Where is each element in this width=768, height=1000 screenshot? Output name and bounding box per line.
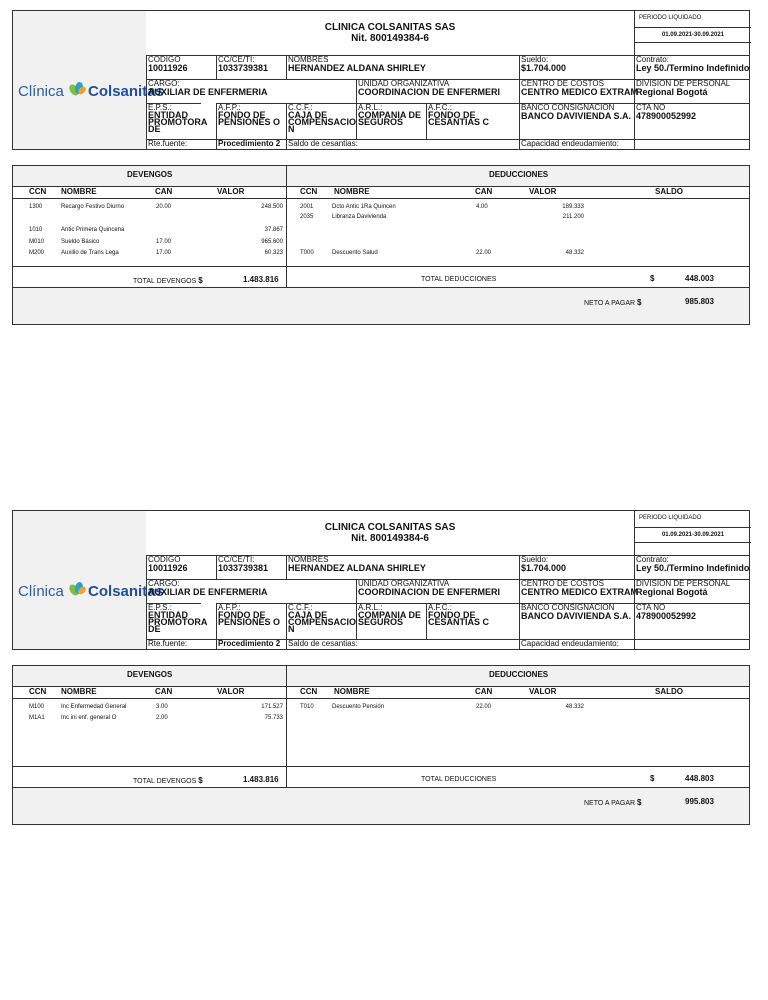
payroll-table	[12, 665, 750, 825]
total-devengos-amount	[243, 275, 279, 284]
total-devengos	[133, 776, 203, 785]
afp-field	[216, 103, 286, 139]
centro-label: CENTRO DE COSTOS	[521, 79, 604, 88]
unidad-value: COORDINACION DE ENFERMERI	[358, 587, 501, 597]
periodo-liquidado	[634, 11, 751, 55]
centro-value: CENTRO MEDICO EXTRAM	[521, 87, 638, 97]
deducciones-row-cell: 2035	[300, 214, 314, 220]
total-devengos-value: 1.483.816	[243, 775, 279, 784]
eps-label: E.P.S.:	[148, 603, 172, 612]
payslip	[0, 0, 768, 330]
columns-rule	[13, 198, 749, 199]
deducciones-title: DEDUCCIONES	[489, 170, 549, 179]
devengos-row-cell: Antic Primera Quincena	[61, 227, 125, 233]
company-nit: Nit. 800149384-6	[351, 533, 429, 544]
deducciones-row-cell: 4.00	[476, 204, 488, 210]
capacidad-label: Capacidad endeudamiento:	[521, 639, 619, 648]
rte-value: Procedimiento 2	[218, 639, 281, 648]
division-value: Regional Bogotá	[636, 87, 708, 97]
devengos-title: DEVENGOS	[127, 170, 173, 179]
col-ccn-ded: CCN	[300, 687, 318, 696]
contrato-field	[634, 555, 750, 579]
devengos-row-cell: 75.733	[264, 715, 283, 721]
centro-field	[519, 79, 638, 103]
arl-field	[356, 603, 426, 639]
total-deducciones-amount	[650, 274, 654, 283]
currency-sign: $	[637, 798, 642, 807]
devengos-row-cell: M100	[29, 704, 45, 710]
logo-text-clinica: Clínica	[18, 83, 64, 100]
neto-label: NETO A PAGAR	[584, 800, 636, 807]
banco-label: BANCO CONSIGNACION	[521, 603, 615, 612]
cta-field	[634, 603, 750, 639]
currency-sign: $	[650, 774, 655, 783]
devengos-row-cell: 3.00	[156, 704, 168, 710]
unidad-field	[356, 579, 519, 603]
sueldo-label: Sueldo:	[521, 555, 549, 564]
banco-value: BANCO DAVIVIENDA S.A.	[521, 611, 632, 621]
devengos-row-cell: M200	[29, 250, 45, 256]
cta-value: 478900052992	[636, 111, 697, 121]
deducciones-row-cell: T000	[300, 250, 314, 256]
currency-sign: $	[198, 776, 203, 785]
eps-field	[146, 103, 208, 139]
cargo-field	[146, 79, 356, 103]
deducciones-row-cell: 22.00	[476, 704, 492, 710]
devengos-row-cell: Inc ini enf. general O	[61, 715, 117, 721]
afc-field	[426, 603, 519, 639]
total-deducciones-value: 448.803	[685, 774, 714, 783]
periodo-value: 01.09.2021-30.09.2021	[635, 27, 751, 43]
deducciones-row-cell: 189.333	[562, 204, 584, 210]
total-devengos-value: 1.483.816	[243, 275, 279, 284]
cc-label: CC/CE/TI:	[218, 55, 255, 64]
ccf-label: C.C.F.:	[288, 603, 313, 612]
nombres-field	[286, 555, 519, 579]
total-deducciones-amount	[650, 774, 654, 783]
periodo-label: PERIODO LIQUIDADO	[639, 515, 702, 521]
col-can-dev: CAN	[155, 687, 173, 696]
division-label: DIVISION DE PERSONAL	[636, 79, 731, 88]
cargo-label: CARGO:	[148, 79, 180, 88]
unidad-label: UNIDAD ORGANIZATIVA	[358, 579, 450, 588]
neto-value: 985.803	[685, 297, 714, 306]
col-saldo: SALDO	[655, 187, 683, 196]
table-divider	[286, 666, 287, 787]
currency-sign: $	[637, 298, 642, 307]
neto-a-pagar	[584, 298, 642, 307]
banco-field	[519, 603, 635, 639]
nombres-value: HERNANDEZ ALDANA SHIRLEY	[288, 563, 426, 573]
payslip-header	[12, 510, 750, 650]
sueldo-value: $1.704.000	[521, 63, 567, 73]
arl-label: A.R.L.:	[358, 103, 383, 112]
banco-label: BANCO CONSIGNACION	[521, 103, 615, 112]
table-header	[13, 666, 749, 686]
devengos-row-cell: Sueldo Básico	[61, 239, 100, 245]
unidad-value: COORDINACION DE ENFERMERI	[358, 87, 501, 97]
centro-field	[519, 579, 638, 603]
codigo-label: CODIGO	[148, 555, 181, 564]
codigo-label: CODIGO	[148, 55, 181, 64]
devengos-row-cell: Recargo Festivo Diurno	[61, 204, 125, 210]
devengos-row-cell: 17.00	[156, 239, 172, 245]
contrato-value: Ley 50./Termino Indefinido	[636, 63, 750, 73]
rte-value: Procedimiento 2	[218, 139, 281, 148]
deducciones-row-cell: Dcto Antic 1Ra Quincen	[332, 204, 396, 210]
col-nombre-ded: NOMBRE	[334, 687, 370, 696]
col-saldo: SALDO	[655, 687, 683, 696]
devengos-row-cell: Auxilio de Trans Lega	[61, 250, 119, 256]
arl-field	[356, 103, 426, 139]
eps-value: ENTIDAD PROMOTORA DE	[148, 110, 208, 134]
nombres-label: NOMBRES	[288, 55, 329, 64]
col-ccn-ded: CCN	[300, 187, 318, 196]
afc-field	[426, 103, 519, 139]
centro-label: CENTRO DE COSTOS	[521, 579, 604, 588]
deducciones-row-cell: 2001	[300, 204, 314, 210]
company-nit: Nit. 800149384-6	[351, 33, 429, 44]
saldo-cesantias-label: Saldo de cesantias:	[288, 139, 358, 148]
arl-label: A.R.L.:	[358, 603, 383, 612]
total-deducciones-value: 448.003	[685, 274, 714, 283]
ccf-value: CAJA DE COMPENSACIO N	[288, 610, 357, 634]
cargo-value: AUXILIAR DE ENFERMERIA	[148, 87, 268, 97]
afp-value: FONDO DE PENSIONES O	[218, 610, 281, 627]
ccf-field	[286, 103, 356, 139]
rte-value-field	[216, 639, 286, 649]
codigo-field	[146, 55, 216, 79]
col-ccn-dev: CCN	[29, 187, 47, 196]
division-field	[634, 79, 750, 103]
col-valor-dev: VALOR	[217, 187, 245, 196]
totals-rule	[13, 266, 749, 267]
cta-label: CTA NO	[636, 103, 666, 112]
neto-amount	[685, 297, 714, 306]
periodo-label: PERIODO LIQUIDADO	[639, 15, 702, 21]
capacidad-label: Capacidad endeudamiento:	[521, 139, 619, 148]
deducciones-row-cell: 48.332	[565, 250, 584, 256]
logo-text-clinica: Clínica	[18, 583, 64, 600]
col-can-dev: CAN	[155, 187, 173, 196]
currency-sign: $	[650, 274, 655, 283]
banco-field	[519, 103, 635, 139]
currency-sign: $	[198, 276, 203, 285]
nombres-label: NOMBRES	[288, 555, 329, 564]
total-deducciones-figure	[685, 774, 714, 783]
eps-field	[146, 603, 208, 639]
col-nombre-dev: NOMBRE	[61, 187, 97, 196]
logo-wordmark	[18, 581, 164, 600]
capacidad-field	[519, 139, 635, 149]
afc-label: A.F.C.:	[428, 603, 453, 612]
deducciones-row-cell: 211.200	[562, 214, 584, 220]
contrato-value: Ley 50./Termino Indefinido	[636, 563, 750, 573]
deducciones-row-cell: T010	[300, 704, 314, 710]
totals-rule	[13, 766, 749, 767]
leaf-cluster-icon	[69, 581, 87, 599]
afp-field	[216, 603, 286, 639]
logo-text-colsanitas: Colsanitas	[88, 83, 164, 100]
deducciones-row-cell: Descuento Salud	[332, 250, 378, 256]
cc-label: CC/CE/TI:	[218, 555, 255, 564]
sueldo-value: $1.704.000	[521, 563, 567, 573]
cta-label: CTA NO	[636, 603, 666, 612]
company-block	[146, 511, 634, 555]
devengos-title: DEVENGOS	[127, 670, 173, 679]
devengos-row-cell: 17.00	[156, 250, 172, 256]
col-can-ded: CAN	[475, 687, 493, 696]
eps-label: E.P.S.:	[148, 103, 172, 112]
saldo-cesantias-field	[286, 139, 519, 149]
devengos-row-cell: 965.600	[261, 239, 283, 245]
banco-value: BANCO DAVIVIENDA S.A.	[521, 111, 632, 121]
division-label: DIVISION DE PERSONAL	[636, 579, 731, 588]
devengos-row-cell: 60.323	[264, 250, 283, 256]
codigo-value: 10011926	[148, 563, 188, 573]
col-valor-dev: VALOR	[217, 687, 245, 696]
deducciones-row-cell: 48.332	[565, 704, 584, 710]
afc-value: FONDO DE CESANTIAS C	[428, 610, 490, 627]
cc-value: 1033739381	[218, 563, 269, 573]
capacidad-value-field	[634, 139, 750, 149]
neto-value: 995.803	[685, 797, 714, 806]
col-ccn-dev: CCN	[29, 687, 47, 696]
deducciones-row-cell: Descuento Pensión	[332, 704, 385, 710]
header-rule	[13, 686, 749, 687]
contrato-field	[634, 55, 750, 79]
cc-value: 1033739381	[218, 63, 269, 73]
devengos-row-cell: 2.00	[156, 715, 168, 721]
division-field	[634, 579, 750, 603]
periodo-liquidado	[634, 511, 751, 555]
col-nombre-dev: NOMBRE	[61, 687, 97, 696]
cargo-label: CARGO:	[148, 579, 180, 588]
logo-wordmark	[18, 81, 164, 100]
eps-value: ENTIDAD PROMOTORA DE	[148, 610, 208, 634]
col-nombre-ded: NOMBRE	[334, 187, 370, 196]
logo-text-colsanitas: Colsanitas	[88, 583, 164, 600]
deducciones-title: DEDUCCIONES	[489, 670, 549, 679]
afc-label: A.F.C.:	[428, 103, 453, 112]
sueldo-field	[519, 555, 635, 579]
afp-label: A.F.P.:	[218, 103, 241, 112]
total-devengos-label: TOTAL DEVENGOS	[133, 278, 197, 285]
table-divider	[286, 166, 287, 287]
company-block	[146, 11, 634, 55]
col-can-ded: CAN	[475, 187, 493, 196]
neto-label: NETO A PAGAR	[584, 300, 636, 307]
col-valor-ded: VALOR	[529, 687, 557, 696]
devengos-row-cell: 1300	[29, 204, 43, 210]
nombres-field	[286, 55, 519, 79]
afp-label: A.F.P.:	[218, 603, 241, 612]
total-devengos-label: TOTAL DEVENGOS	[133, 778, 197, 785]
centro-value: CENTRO MEDICO EXTRAM	[521, 587, 638, 597]
arl-value: COMPANIA DE SEGUROS	[358, 110, 421, 127]
unidad-label: UNIDAD ORGANIZATIVA	[358, 79, 450, 88]
codigo-value: 10011926	[148, 63, 188, 73]
company-name: CLINICA COLSANITAS SAS	[324, 522, 456, 533]
payroll-table	[12, 165, 750, 325]
leaf-cluster-icon	[69, 81, 87, 99]
neto-amount	[685, 797, 714, 806]
total-deducciones-figure	[685, 274, 714, 283]
sueldo-label: Sueldo:	[521, 55, 549, 64]
devengos-row-cell: 20.00	[156, 204, 172, 210]
ccf-value: CAJA DE COMPENSACIO N	[288, 110, 357, 134]
deducciones-row-cell: 22.00	[476, 250, 492, 256]
cargo-value: AUXILIAR DE ENFERMERIA	[148, 587, 268, 597]
deducciones-row-cell: Libranza Davivienda	[332, 214, 387, 220]
cc-field	[216, 55, 286, 79]
contrato-label: Contrato:	[636, 555, 669, 564]
devengos-row-cell: M010	[29, 239, 45, 245]
total-deducciones-label: TOTAL DEDUCCIONES	[421, 276, 497, 283]
header-rule	[13, 186, 749, 187]
afp-value: FONDO DE PENSIONES O	[218, 110, 281, 127]
periodo-value: 01.09.2021-30.09.2021	[635, 527, 751, 543]
cta-field	[634, 103, 750, 139]
columns-rule	[13, 698, 749, 699]
ccf-field	[286, 603, 356, 639]
total-devengos-amount	[243, 775, 279, 784]
cc-field	[216, 555, 286, 579]
neto-a-pagar	[584, 798, 642, 807]
cargo-field	[146, 579, 356, 603]
sueldo-field	[519, 55, 635, 79]
arl-value: COMPANIA DE SEGUROS	[358, 610, 421, 627]
nombres-value: HERNANDEZ ALDANA SHIRLEY	[288, 63, 426, 73]
rte-label: Rte.fuente:	[148, 139, 188, 148]
codigo-field	[146, 555, 216, 579]
payslip	[0, 500, 768, 830]
rte-field	[146, 639, 216, 649]
rte-field	[146, 139, 216, 149]
division-value: Regional Bogotá	[636, 587, 708, 597]
devengos-row-cell: 1010	[29, 227, 43, 233]
devengos-row-cell: 171.527	[261, 704, 283, 710]
company-name: CLINICA COLSANITAS SAS	[324, 22, 456, 33]
capacidad-value-field	[634, 639, 750, 649]
devengos-row-cell: Inc Enfermedad General	[61, 704, 127, 710]
saldo-cesantias-label: Saldo de cesantias:	[288, 639, 358, 648]
devengos-row-cell: M1A1	[29, 715, 45, 721]
unidad-field	[356, 79, 519, 103]
rte-label: Rte.fuente:	[148, 639, 188, 648]
rte-value-field	[216, 139, 286, 149]
total-devengos	[133, 276, 203, 285]
contrato-label: Contrato:	[636, 55, 669, 64]
saldo-cesantias-field	[286, 639, 519, 649]
afc-value: FONDO DE CESANTIAS C	[428, 110, 490, 127]
capacidad-field	[519, 639, 635, 649]
devengos-row-cell: 37.867	[264, 227, 283, 233]
table-header	[13, 166, 749, 186]
cta-value: 478900052992	[636, 611, 697, 621]
col-valor-ded: VALOR	[529, 187, 557, 196]
ccf-label: C.C.F.:	[288, 103, 313, 112]
total-deducciones-label: TOTAL DEDUCCIONES	[421, 776, 497, 783]
devengos-row-cell: 248.500	[261, 204, 283, 210]
payslip-header	[12, 10, 750, 150]
